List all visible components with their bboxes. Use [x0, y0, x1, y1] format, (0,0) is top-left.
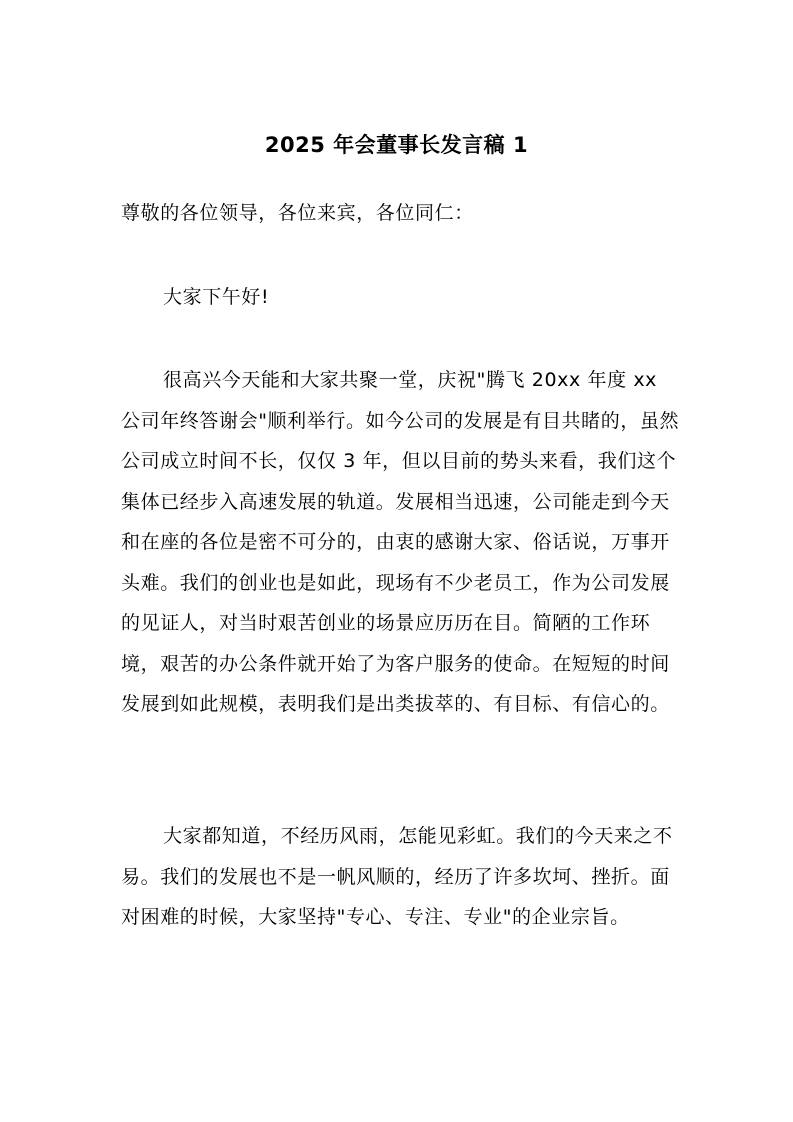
salutation: 尊敬的各位领导，各位来宾，各位同仁：: [121, 202, 474, 224]
document-title: 2025 年会董事长发言稿 1: [264, 133, 529, 157]
greeting: 大家下午好!: [163, 286, 270, 308]
body-paragraph: 很高兴今天能和大家共聚一堂，庆祝"腾飞 20xx 年度 xx 公司年终答谢会"顺利举行。如今公司的发展是有目共睹的，虽然公司成立时间不长，仅仅 3 年，但以目前的势头来看，我们这个集体已经步入高速发展的轨道。发展相当迅速，公司能走到今天和在座的各位是密不可分的，由衷的感谢大家、俗话说，万事开头难。我们的创业也是如此，现场有不少老员工，作为公司发展的见证人，对当时艰苦创业的场景应历历在目。简陋的工作环境，艰苦的办公条件就开始了为客户服务的使命。在短短的时间发展到如此规模，表明我们是出类拔萃的、有目标、有信心的。: [121, 369, 680, 715]
body-paragraph: 大家都知道，不经历风雨，怎能见彩虹。我们的今天来之不易。我们的发展也不是一帆风顺的，经历了许多坎坷、挫折。面对困难的时候，大家坚持"专心、专注、专业"的企业宗旨。: [121, 825, 673, 928]
